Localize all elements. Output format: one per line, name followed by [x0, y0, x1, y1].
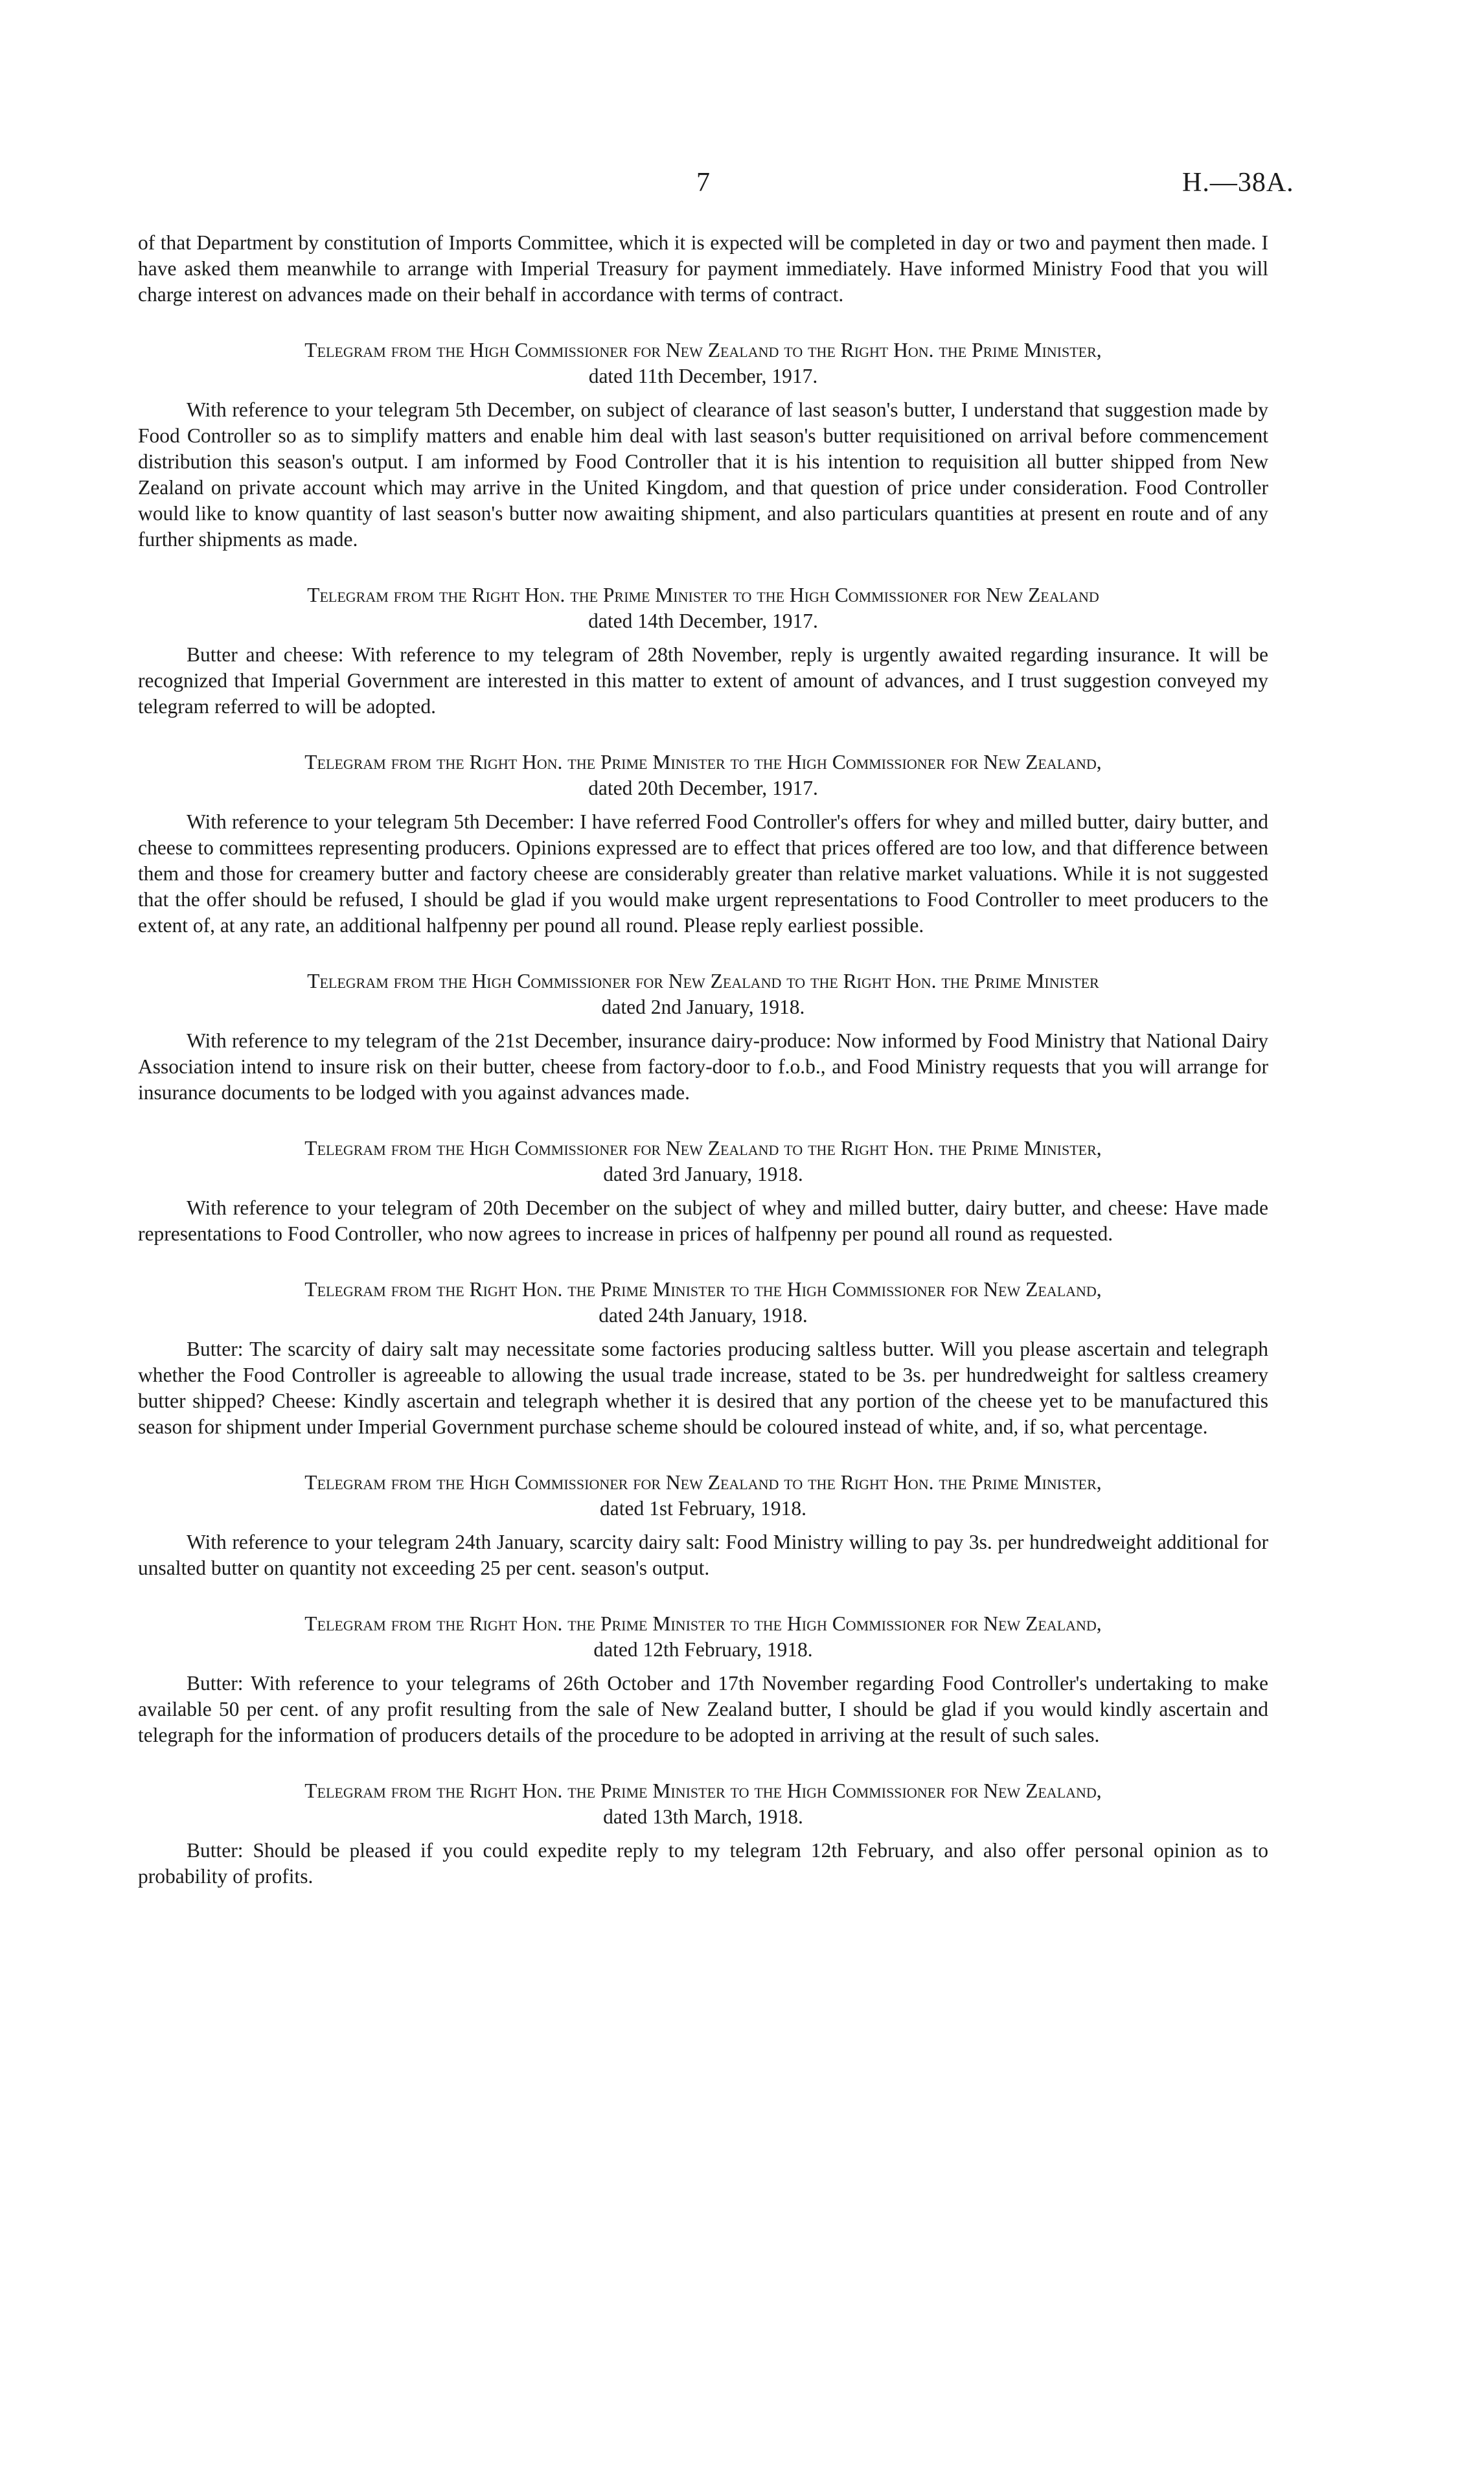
document-reference: H.—38A. [1182, 168, 1294, 198]
telegram-heading [138, 968, 1268, 1020]
telegram-entry [138, 1611, 1268, 1748]
telegram-date: dated 3rd January, 1918. [603, 1163, 803, 1185]
telegram-entry [138, 1470, 1268, 1581]
telegram-date: dated 12th February, 1918. [593, 1638, 813, 1661]
telegram-body: With reference to your telegram of 20th December on the subject of whey and milled butter, dairy butter, and cheese: Have made representations to Food Controller, who now agrees to increase in prices of halfpenny per pound all round as requested. [138, 1196, 1268, 1245]
telegram-heading-line: Telegram from the High Commissioner for New Zealand to the Right Hon. the Prime Minister [307, 970, 1099, 992]
telegram-date: dated 2nd January, 1918. [601, 996, 805, 1018]
telegram-heading-line: Telegram from the High Commissioner for New Zealand to the Right Hon. the Prime Minister, [304, 339, 1102, 361]
telegram-heading [138, 337, 1268, 389]
telegram-body: With reference to your telegram 5th December: I have referred Food Controller's offers for whey and milled butter, dairy butter, and cheese to committees representing producers. Opinions expressed are to effect that prices offered are too low, and that difference between them and those for creamery butter and factory cheese are considerably greater than relative market valuations. While it is not suggested that the offer should be refused, I should be glad if you would make urgent representations to Food Controller to meet producers to the extent of, at any rate, an additional halfpenny per pound all round. Please reply earliest possible. [138, 810, 1268, 937]
telegram-date: dated 11th December, 1917. [588, 365, 818, 387]
telegram-heading-line: Telegram from the Right Hon. the Prime Minister to the High Commissioner for New Zealand, [304, 1278, 1102, 1301]
telegram-heading [138, 582, 1268, 634]
telegram-date: dated 24th January, 1918. [599, 1304, 808, 1327]
telegram-heading [138, 1277, 1268, 1329]
telegram-heading [138, 1136, 1268, 1187]
telegram-heading-line: Telegram from the High Commissioner for New Zealand to the Right Hon. the Prime Minister, [304, 1137, 1102, 1160]
telegram-heading [138, 1611, 1268, 1663]
telegram-heading-line: Telegram from the High Commissioner for New Zealand to the Right Hon. the Prime Minister, [304, 1471, 1102, 1494]
telegram-entry [138, 968, 1268, 1106]
telegram-body: With reference to your telegram 24th January, scarcity dairy salt: Food Ministry willing to pay 3s. per hundredweight additional for unsalted butter on quantity not exceeding 25 per cent. season's output. [138, 1531, 1268, 1579]
telegram-heading-line: Telegram from the Right Hon. the Prime Minister to the High Commissioner for New Zealand, [304, 1779, 1102, 1802]
telegram-body: Butter and cheese: With reference to my telegram of 28th November, reply is urgently awaited regarding insurance. It will be recognized that Imperial Government are interested in this matter to extent of amount of advances, and I trust suggestion conveyed my telegram referred to will be adopted. [138, 643, 1268, 718]
document-body [138, 230, 1268, 1890]
telegram-entry [138, 582, 1268, 720]
telegram-entry [138, 1136, 1268, 1247]
telegram-entry [138, 1778, 1268, 1890]
telegram-heading [138, 749, 1268, 801]
telegram-heading-line: Telegram from the Right Hon. the Prime Minister to the High Commissioner for New Zealand, [304, 1612, 1102, 1635]
telegram-entry [138, 337, 1268, 553]
telegram-heading [138, 1470, 1268, 1522]
telegram-body: Butter: The scarcity of dairy salt may necessitate some factories producing saltless butter. Will you please ascertain and telegraph whether the Food Controller is agreeable to allowing the usual trade increase, stated to be 3s. per hundredweight for saltless creamery butter shipped? Cheese: Kindly ascertain and telegraph whether it is desired that any portion of the cheese yet to be manufactured this season for shipment under Imperial Government purchase scheme should be coloured instead of white, and, if so, what percentage. [138, 1338, 1268, 1438]
telegram-body: With reference to my telegram of the 21st December, insurance dairy-produce: Now informed by Food Ministry that National Dairy Association intend to insure risk on their butter, cheese from factory-door to f.o.b., and Food Ministry requests that you will arrange for insurance documents to be lodged with you against advances made. [138, 1029, 1268, 1104]
telegram-heading-line: Telegram from the Right Hon. the Prime Minister to the High Commissioner for New Zealand, [304, 751, 1102, 773]
telegram-body: Butter: With reference to your telegrams of 26th October and 17th November regarding Food Controller's undertaking to make available 50 per cent. of any profit resulting from the sale of New Zealand butter, I should be glad if you would kindly ascertain and telegraph for the information of producers details of the procedure to be adopted in arriving at the result of such sales. [138, 1672, 1268, 1746]
telegram-date: dated 20th December, 1917. [588, 777, 818, 799]
telegram-heading-line: Telegram from the Right Hon. the Prime Minister to the High Commissioner for New Zealand [307, 584, 1099, 606]
telegram-body: With reference to your telegram 5th December, on subject of clearance of last season's butter, I understand that suggestion made by Food Controller so as to simplify matters and enable him deal with last season's butter requisitioned on arrival before commencement distribution this season's output. I am informed by Food Controller that it is his intention to requisition all butter shipped from New Zealand on private account which may arrive in the United Kingdom, and that question of price under consideration. Food Controller would like to know quantity of last season's butter now awaiting shipment, and also particulars quantities at present en route and of any further shipments as made. [138, 398, 1268, 551]
telegram-heading [138, 1778, 1268, 1830]
continuation-paragraph: of that Department by constitution of Imports Committee, which it is expected will be completed in day or two and payment then made. I have asked them meanwhile to arrange with Imperial Treasury for payment immediately. Have informed Ministry Food that you will charge interest on advances made on their behalf in accordance with terms of contract. [138, 231, 1268, 306]
telegram-date: dated 13th March, 1918. [603, 1805, 803, 1828]
telegram-entry [138, 1277, 1268, 1440]
telegram-date: dated 1st February, 1918. [599, 1497, 806, 1520]
telegram-date: dated 14th December, 1917. [588, 610, 818, 632]
telegram-entry [138, 749, 1268, 939]
page-number: 7 [696, 168, 710, 198]
telegram-body: Butter: Should be pleased if you could expedite reply to my telegram 12th February, and also offer personal opinion as to probability of profits. [138, 1839, 1268, 1888]
